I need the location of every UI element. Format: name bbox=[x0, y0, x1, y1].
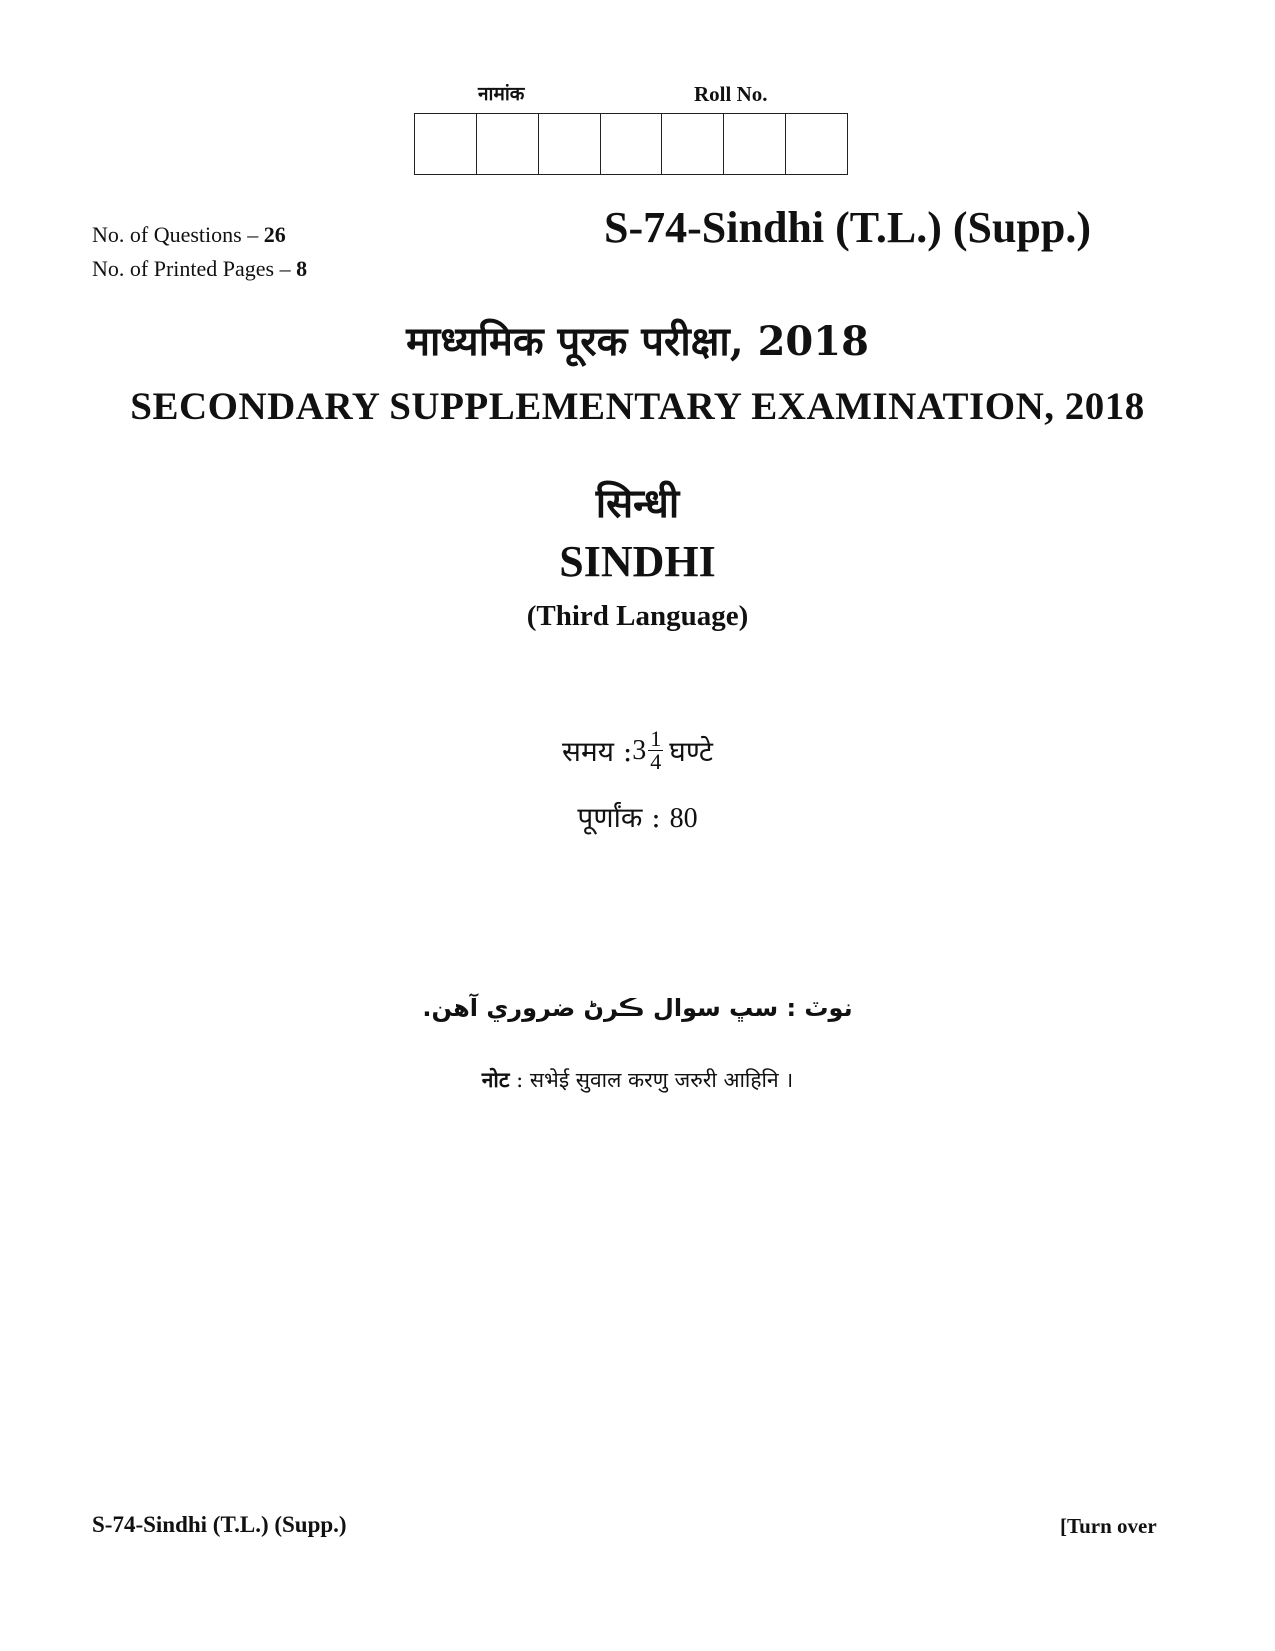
roll-digit-box[interactable] bbox=[415, 114, 477, 174]
pages-value: 8 bbox=[296, 256, 308, 281]
time-label: समय : bbox=[562, 734, 633, 768]
roll-digit-box[interactable] bbox=[477, 114, 539, 174]
roll-number-boxes bbox=[414, 113, 848, 175]
roll-digit-box[interactable] bbox=[539, 114, 601, 174]
marks-value: 80 bbox=[669, 803, 698, 834]
roll-digit-box[interactable] bbox=[786, 114, 847, 174]
roll-digit-box[interactable] bbox=[601, 114, 663, 174]
roll-digit-box[interactable] bbox=[724, 114, 786, 174]
note-text: : सभेई सुवाल करणु जरुरी आहिनि । bbox=[509, 1068, 794, 1092]
fraction-numerator: 1 bbox=[650, 726, 662, 751]
subject-subtitle: (Third Language) bbox=[526, 600, 749, 632]
roll-label-hindi: नामांक bbox=[478, 83, 525, 105]
subject-name-english: SINDHI bbox=[559, 537, 716, 586]
exam-title-hindi: माध्यमिक पूरक परीक्षा, 2018 bbox=[406, 318, 869, 365]
roll-label-english: Roll No. bbox=[694, 82, 768, 106]
questions-value: 26 bbox=[263, 222, 286, 247]
number-of-pages bbox=[92, 252, 307, 286]
marks-label: पूर्णांक : bbox=[577, 801, 670, 834]
maximum-marks bbox=[0, 798, 1275, 836]
roll-digit-box[interactable] bbox=[662, 114, 724, 174]
pages-label: No. of Printed Pages – bbox=[92, 256, 297, 281]
footer-paper-code: S-74-Sindhi (T.L.) (Supp.) bbox=[92, 1512, 347, 1537]
time-fraction bbox=[648, 728, 663, 773]
questions-label: No. of Questions – bbox=[92, 222, 264, 247]
note-label: नोट bbox=[481, 1067, 510, 1092]
exam-title-english: SECONDARY SUPPLEMENTARY EXAMINATION, 2018 bbox=[130, 385, 1145, 428]
fraction-denominator: 4 bbox=[650, 749, 662, 774]
note-sindhi-devanagari bbox=[0, 1066, 1275, 1094]
time-allowed bbox=[0, 728, 1275, 773]
note-sindhi-arabic: نوٽ : سڀ سوال ڪرڻ ضروري آهن. bbox=[422, 994, 853, 1022]
time-whole: 3 bbox=[632, 734, 647, 766]
number-of-questions bbox=[92, 218, 286, 252]
time-unit: घण्टे bbox=[669, 734, 713, 768]
paper-code: S-74-Sindhi (T.L.) (Supp.) bbox=[604, 203, 1092, 252]
turn-over-label: [Turn over bbox=[1060, 1514, 1157, 1538]
subject-name-hindi: सिन्धी bbox=[595, 480, 680, 527]
